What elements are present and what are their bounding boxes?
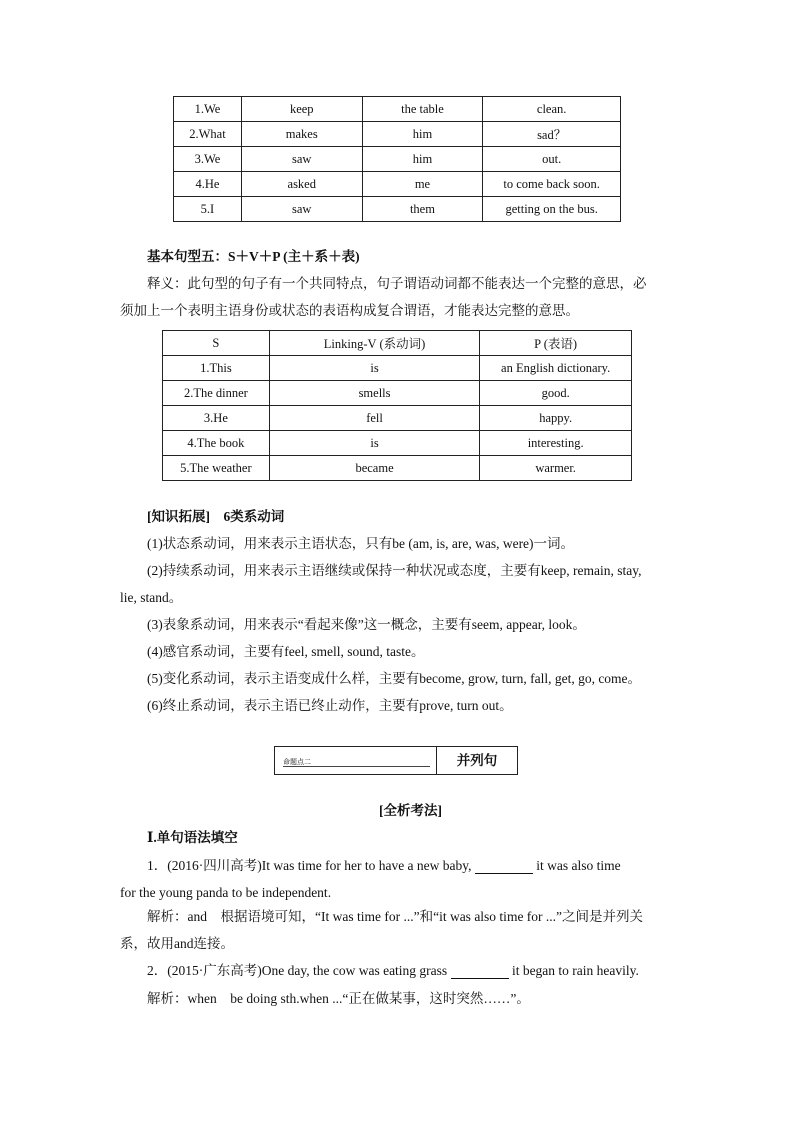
table-cell: interesting.: [480, 431, 632, 456]
table-cell: 4.The book: [163, 431, 270, 456]
table-cell: 2.The dinner: [163, 381, 270, 406]
table-cell: fell: [269, 406, 479, 431]
table-cell: 1.This: [163, 356, 270, 381]
question-1-text-post: it was also time: [536, 858, 621, 873]
table-row: [174, 147, 621, 172]
topic-label: 命题点二: [283, 758, 311, 766]
table-cell: clean.: [483, 97, 621, 122]
table-cell: became: [269, 456, 479, 481]
table-cell: to come back soon.: [483, 172, 621, 197]
table-header-cell: S: [163, 331, 270, 356]
knowledge-item-2-line2: lie, stand。: [120, 590, 183, 605]
table-cell: an English dictionary.: [480, 356, 632, 381]
knowledge-title: [知识拓展] 6类系动词: [147, 509, 285, 524]
table-cell: good.: [480, 381, 632, 406]
sentence-table-1: [173, 96, 621, 222]
table-cell: 2.What: [174, 122, 242, 147]
table-cell: saw: [241, 147, 362, 172]
knowledge-item-2-line1: (2)持续系动词，用来表示主语继续或保持一种状况或态度，主要有keep, remain, stay,: [147, 563, 642, 578]
table-cell: warmer.: [480, 456, 632, 481]
table-cell: him: [362, 147, 483, 172]
pattern-explain-line1: 释义：此句型的句子有一个共同特点，句子谓语动词都不能表达一个完整的意思，必: [147, 276, 647, 291]
table-row: [174, 97, 621, 122]
table-header-cell: P (表语): [480, 331, 632, 356]
table-cell: 1.We: [174, 97, 242, 122]
analysis-section-title: [全析考法]: [379, 803, 442, 818]
table-header-row: [163, 331, 632, 356]
sentence-table-2: [162, 330, 632, 481]
answer-1-line1: 解析：and 根据语境可知，“It was time for ...”和“it was also time for ...”之间是并列关: [147, 909, 644, 924]
topic-label-cell: [275, 747, 437, 774]
topic-label-rule: [283, 766, 430, 767]
question-1-blank[interactable]: [475, 859, 533, 874]
table-cell: 5.The weather: [163, 456, 270, 481]
pattern-explain-line2: 须加上一个表明主语身份或状态的表语构成复合谓语，才能表达完整的意思。: [120, 303, 579, 318]
table-cell: smells: [269, 381, 479, 406]
table-row: [174, 197, 621, 222]
table-row: [163, 456, 632, 481]
table-cell: makes: [241, 122, 362, 147]
question-2-text-post: it began to rain heavily.: [511, 963, 639, 978]
pattern-title: 基本句型五：S＋V＋P (主＋系＋表): [147, 249, 360, 264]
table-cell: is: [269, 356, 479, 381]
answer-1-line2: 系，故用and连接。: [120, 936, 234, 951]
table-cell: 5.I: [174, 197, 242, 222]
topic-box: [274, 746, 518, 775]
table-cell: happy.: [480, 406, 632, 431]
table-cell: him: [362, 122, 483, 147]
table-header-cell: Linking-V (系动词): [269, 331, 479, 356]
table-row: [163, 381, 632, 406]
question-2: [147, 964, 639, 979]
question-2-blank[interactable]: [451, 964, 509, 979]
question-2-text: 2．(2015·广东高考)One day, the cow was eating grass: [147, 963, 448, 978]
table-cell: me: [362, 172, 483, 197]
table-cell: saw: [241, 197, 362, 222]
question-1-line1: [147, 859, 621, 874]
knowledge-item-1: (1)状态系动词，用来表示主语状态，只有be (am, is, are, was, were)一词。: [147, 536, 575, 551]
table-cell: them: [362, 197, 483, 222]
table-cell: 3.We: [174, 147, 242, 172]
table-cell: 3.He: [163, 406, 270, 431]
answer-2: 解析：when be doing sth.when ...“正在做某事，这时突然……”。: [147, 991, 530, 1006]
question-1-text: 1．(2016·四川高考)It was time for her to have a new baby,: [147, 858, 472, 873]
table-row: [163, 356, 632, 381]
table-cell: keep: [241, 97, 362, 122]
analysis-part-title: Ⅰ.单句语法填空: [147, 830, 238, 845]
knowledge-item-5: (5)变化系动词，表示主语变成什么样，主要有become, grow, turn, fall, get, go, come。: [147, 671, 642, 686]
table-cell: is: [269, 431, 479, 456]
question-1-line2: for the young panda to be independent.: [120, 885, 332, 900]
table-cell: out.: [483, 147, 621, 172]
knowledge-item-3: (3)表象系动词，用来表示“看起来像”这一概念，主要有seem, appear, look。: [147, 617, 586, 632]
knowledge-item-4: (4)感官系动词，主要有feel, smell, sound, taste。: [147, 644, 425, 659]
table-cell: 4.He: [174, 172, 242, 197]
table-row: [174, 122, 621, 147]
knowledge-item-6: (6)终止系动词，表示主语已终止动作，主要有prove, turn out。: [147, 698, 513, 713]
table-cell: sad？: [483, 122, 621, 147]
table-row: [163, 431, 632, 456]
table-cell: asked: [241, 172, 362, 197]
table-cell: the table: [362, 97, 483, 122]
table-row: [163, 406, 632, 431]
table-cell: getting on the bus.: [483, 197, 621, 222]
topic-title: 并列句: [456, 753, 498, 768]
table-row: [174, 172, 621, 197]
